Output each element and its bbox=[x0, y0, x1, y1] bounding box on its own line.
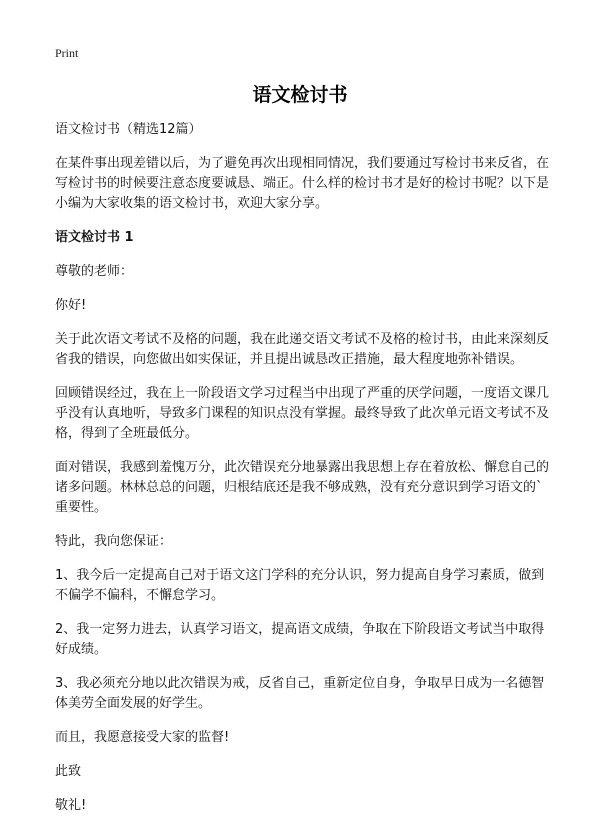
body-paragraph: 面对错误，我感到羞愧万分，此次错误充分地暴露出我思想上存在着放松、懈怠自己的诸多问题。林林总总的问题，归根结底还是我不够成熟，没有充分意识到学习语文的`重要性。 bbox=[55, 460, 550, 515]
document-body bbox=[55, 120, 555, 830]
intro-paragraph: 在某件事出现差错以后，为了避免再次出现相同情况，我们要通过写检讨书来反省，在写检讨书的时候要注意态度要诚恳、端正。什么样的检讨书才是好的检讨书呢？以下是小编为大家收集的语文检讨书，欢迎大家分享。 bbox=[55, 156, 550, 211]
salutation: 尊敬的老师： bbox=[55, 264, 134, 279]
document-title: 语文检讨书 bbox=[252, 84, 348, 106]
closing-line: 敬礼! bbox=[55, 798, 87, 813]
print-link[interactable]: Print bbox=[55, 46, 79, 60]
list-item: 2、我一定努力进去，认真学习语文，提高语文成绩，争取在下阶段语文考试当中取得好成绩。 bbox=[55, 622, 545, 657]
section-heading: 语文检讨书 1 bbox=[55, 230, 134, 245]
body-paragraph: 关于此次语文考试不及格的问题，我在此递交语文考试不及格的检讨书，由此来深刻反省我的错误，向您做出如实保证，并且提出诚恳改正措施，最大程度地弥补错误。 bbox=[55, 332, 550, 367]
list-item: 1、我今后一定提高自己对于语文这门学科的充分认识，努力提高自身学习素质，做到不偏学不偏科，不懈怠学习。 bbox=[55, 568, 545, 603]
closing-line: 此致 bbox=[55, 764, 82, 779]
body-paragraph: 而且，我愿意接受大家的监督! bbox=[55, 730, 230, 745]
list-item: 3、我必须充分地以此次错误为戒，反省自己，重新定位自身，争取早日成为一名德智体美劳全面发展的好学生。 bbox=[55, 676, 545, 711]
body-paragraph: 回顾错误经过，我在上一阶段语文学习过程当中出现了严重的厌学问题，一度语文课几乎没有认真地听，导致多门课程的知识点没有掌握。最终导致了此次单元语文考试不及格，得到了全班最低分。 bbox=[55, 386, 550, 441]
greeting: 你好! bbox=[55, 298, 87, 313]
document-subtitle: 语文检讨书（精选12篇） bbox=[55, 122, 202, 137]
body-paragraph: 特此，我向您保证： bbox=[55, 534, 173, 549]
